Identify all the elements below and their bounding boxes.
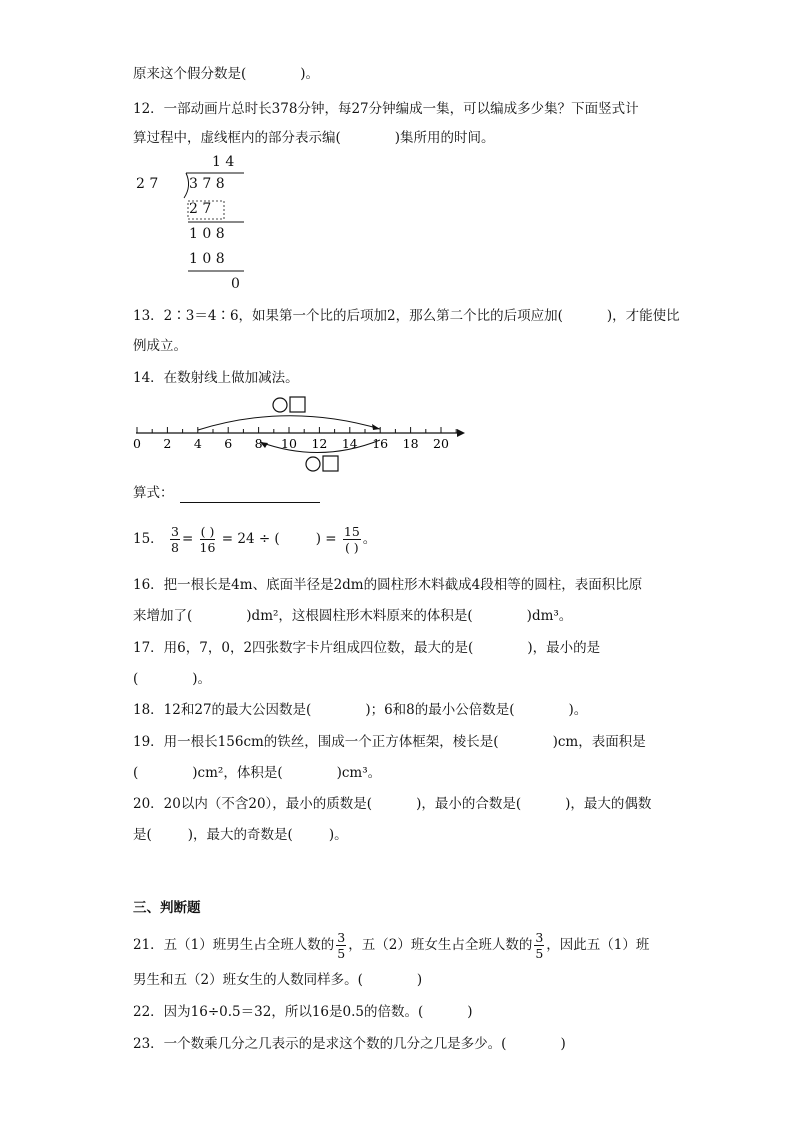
q20-line2: 是( )，最大的奇数是( )。 (133, 827, 348, 843)
q19-line2: ( )cm²，体积是( )cm³。 (133, 765, 382, 781)
q15-line: 15． $\frac{3}{8}$ = $\frac{( )}{16}$ = 24 ÷ ( ) = $\frac{15}{( )}$ 。 (133, 524, 377, 555)
q12-line2: 算过程中，虚线框内的部分表示编( )集所用的时间。 (133, 130, 495, 146)
axis-tick-label: 12 (311, 436, 328, 451)
circle-blank-top[interactable] (273, 398, 287, 412)
axis-tick-label: 20 (433, 436, 449, 451)
axis-ticks (133, 427, 456, 451)
q16-line1: 16．把一根长是4m、底面半径是2dm的圆柱形木料截成4段相等的圆柱，表面积比原 (133, 577, 643, 593)
q21-line2: 男生和五（2）班女生的人数同样多。( ) (133, 972, 423, 988)
axis-tick-label: 4 (193, 436, 202, 451)
axis-tick-label: 18 (402, 436, 419, 451)
q13-line1: 13．2∶3＝4∶6，如果第一个比的后项加2，那么第二个比的后项应加( )，才能使比 (133, 308, 680, 324)
q13-line2: 例成立。 (133, 338, 187, 354)
q17-line1: 17．用6，7，0，2四张数字卡片组成四位数，最大的是( )，最小的是 (133, 640, 601, 656)
q17-line2: ( )。 (133, 671, 212, 687)
q18-line: 18．12和27的最大公因数是( )；6和8的最小公倍数是( )。 (133, 702, 588, 718)
q14-line: 14．在数射线上做加减法。 (133, 370, 299, 386)
q23-line: 23．一个数乘几分之几表示的是求这个数的几分之几是多少。( ) (133, 1036, 566, 1052)
axis-tick-label: 10 (281, 436, 297, 451)
axis-tick-label: 2 (163, 436, 172, 451)
square-blank-bottom[interactable] (323, 456, 338, 471)
fraction-blank-16: $\frac{( )}{16}$ (199, 524, 216, 555)
division-quotient: 1 4 (212, 154, 235, 170)
axis-tick-label: 14 (341, 436, 358, 451)
fraction-3-5-b: $\frac{3}{5}$ (535, 930, 544, 961)
q21-line1: 21．五（1）班男生占全班人数的 $\frac{3}{5}$ ，五（2）班女生占全班人数的 $\frac{3}{5}$ ，因此五（1）班 (133, 930, 650, 961)
long-division (130, 150, 270, 298)
q22-line: 22．因为16÷0.5＝32，所以16是0.5的倍数。( ) (133, 1004, 473, 1020)
division-divisor: 2 7 (136, 176, 159, 192)
q16-line2: 来增加了( )dm²，这根圆柱形木料原来的体积是( )dm³。 (133, 608, 573, 624)
section-3-heading: 三、判断题 (133, 900, 201, 916)
division-step2: 1 0 8 (189, 226, 225, 242)
square-blank-top[interactable] (290, 397, 305, 412)
number-line (128, 392, 473, 476)
fraction-3-5-a: $\frac{3}{5}$ (337, 930, 346, 961)
fraction-15-blank: $\frac{15}{( )}$ (343, 524, 360, 555)
formula-answer-line[interactable] (180, 488, 320, 503)
division-step3: 1 0 8 (189, 251, 225, 267)
fraction-3-8: $\frac{3}{8}$ (170, 524, 179, 555)
axis-tick-label: 6 (224, 436, 233, 451)
axis-arrow (457, 429, 465, 437)
division-remainder: 0 (231, 276, 240, 292)
axis-tick-label: 16 (372, 436, 389, 451)
q14-formula: 算式： (133, 483, 320, 503)
division-step1: 2 7 (189, 201, 212, 217)
axis-tick-label: 8 (254, 436, 263, 451)
division-dividend: 3 7 8 (189, 176, 225, 192)
q20-line1: 20．20以内（不含20），最小的质数是( )，最小的合数是( )，最大的偶数 (133, 796, 652, 812)
division-bracket (130, 150, 270, 298)
q19-line1: 19．用一根长156cm的铁丝，围成一个正方体框架，棱长是( )cm，表面积是 (133, 734, 646, 750)
axis-tick-label: 0 (133, 436, 141, 451)
circle-blank-bottom[interactable] (306, 457, 320, 471)
q12-line1: 12．一部动画片总时长378分钟，每27分钟编成一集，可以编成多少集？下面竖式计 (133, 101, 639, 117)
q11-tail: 原来这个假分数是( )。 (133, 66, 320, 82)
